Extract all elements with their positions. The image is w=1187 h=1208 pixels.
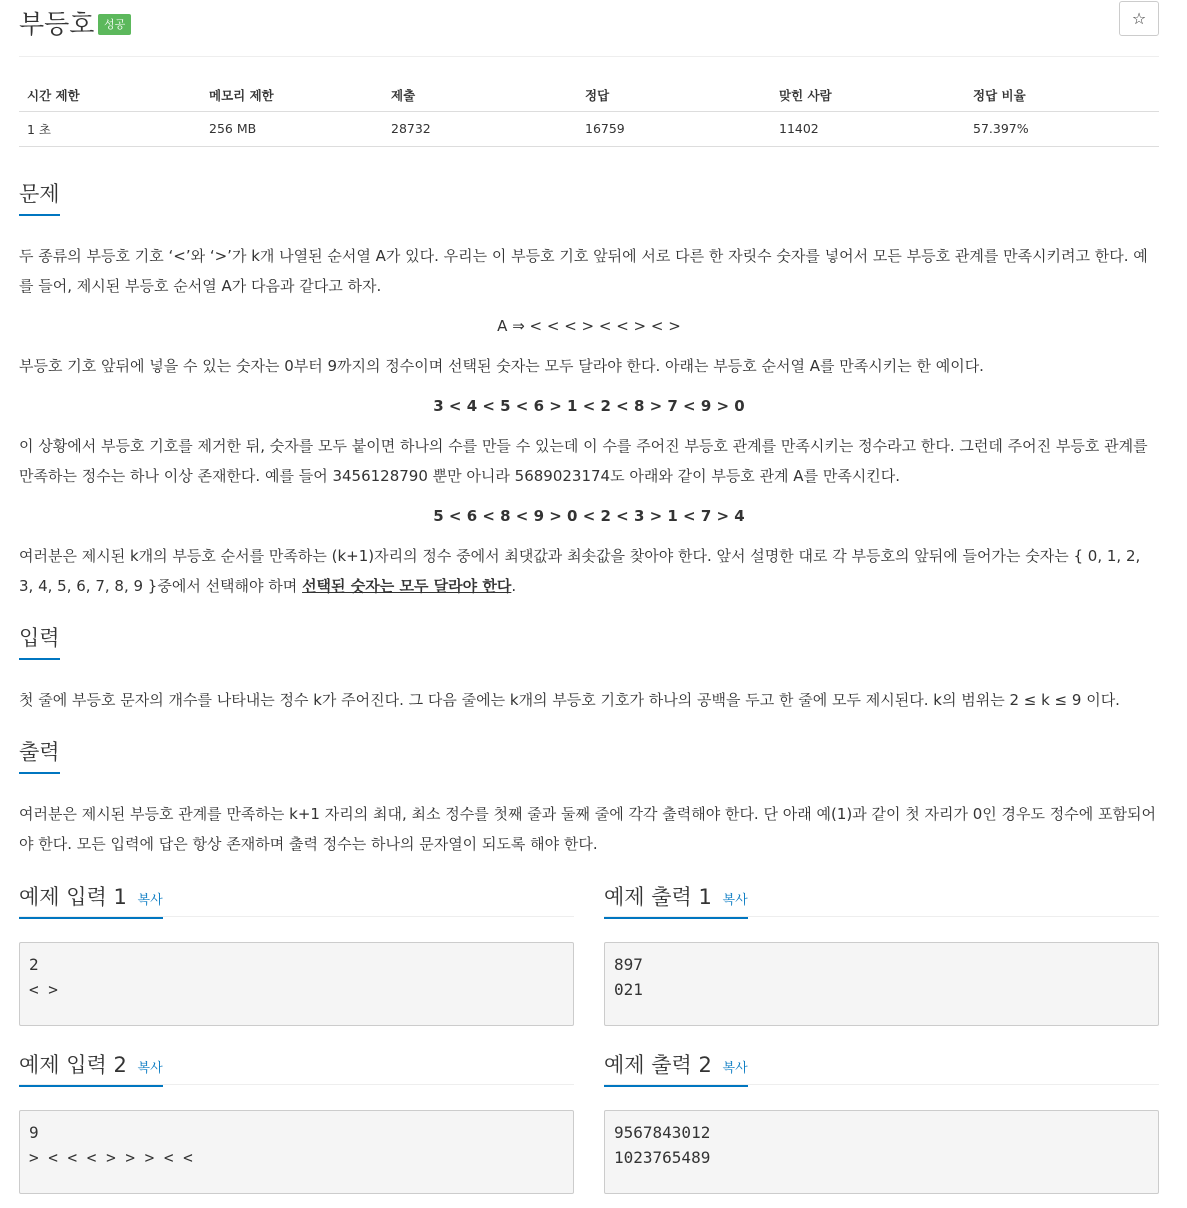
sample-output-2-content[interactable]: 9567843012 1023765489 (604, 1110, 1159, 1194)
description-formula-3: 5 < 6 < 8 < 9 > 0 < 2 < 3 > 1 < 7 > 4 (433, 507, 745, 525)
output-title: 출력 (19, 736, 60, 774)
input-heading (19, 622, 1159, 660)
output-description: 여러분은 제시된 부등호 관계를 만족하는 k+1 자리의 최대, 최소 정수를 첫째 줄과 둘째 줄에 각각 출력해야 한다. 단 아래 예(1)과 같이 첫 자리가 0인 경우도 정수에 포함되어야 한다. 모든 입력에 답은 항상 존재하며 출력 정수는 하나의 문자열이 되도록 해야 한다. (19, 805, 1156, 853)
sample-input-2 (19, 1049, 574, 1194)
copy-button[interactable]: 복사 (722, 893, 748, 908)
header-time-limit: 시간 제한 (19, 80, 201, 111)
output-heading (19, 736, 1159, 774)
value-accepted: 16759 (577, 111, 771, 146)
description-paragraph-3: 이 상황에서 부등호 기호를 제거한 뒤, 숫자를 모두 붙이면 하나의 수를 만들 수 있는데 이 수를 주어진 부등호 관계를 만족시키는 정수라고 한다. 그런데 주어진 부등호 관계를 만족하는 정수는 하나 이상 존재한다. 예를 들어 3456128790 뿐만 아니라 5689023174도 아래와 같이 부등호 관계 A를 만족시킨다. (19, 437, 1148, 485)
problem-info-table (19, 80, 1159, 147)
sample-input-2-content[interactable]: 9 > < < < > > > < < (19, 1110, 574, 1194)
star-icon: ☆ (1131, 9, 1147, 28)
header-submissions: 제출 (383, 80, 577, 111)
description-heading (19, 178, 1159, 216)
input-title: 입력 (19, 622, 60, 660)
description-formula-2: 3 < 4 < 5 < 6 > 1 < 2 < 8 > 7 < 9 > 0 (433, 397, 745, 415)
description-p4-end: . (511, 577, 517, 595)
sample-output-2 (604, 1049, 1159, 1194)
copy-button[interactable]: 복사 (722, 1061, 748, 1076)
description-formula-1: A ⇒ < < < > < < > < > (497, 317, 681, 335)
description-p4-emphasis: 선택된 숫자는 모두 달라야 한다 (302, 577, 512, 595)
sample-output-2-header (604, 1049, 1159, 1085)
info-value-row (19, 111, 1159, 146)
sample-input-2-title: 예제 입력 2 (19, 1053, 127, 1077)
description-paragraph-2: 부등호 기호 앞뒤에 넣을 수 있는 숫자는 0부터 9까지의 정수이며 선택된 숫자는 모두 달라야 한다. 아래는 부등호 순서열 A를 만족시키는 한 예이다. (19, 357, 984, 375)
problem-header (19, 0, 1159, 57)
description-paragraph-1: 두 종류의 부등호 기호 ‘<’와 ‘>’가 k개 나열된 순서열 A가 있다. 우리는 이 부등호 기호 앞뒤에 서로 다른 한 자릿수 숫자를 넣어서 모든 부등호 관계를 만족시키려고 한다. 예를 들어, 제시된 부등호 순서열 A가 다음과 같다고 하자. (19, 247, 1148, 295)
info-header-row (19, 80, 1159, 111)
value-memory-limit: 256 MB (201, 111, 383, 146)
sample-output-1-content[interactable]: 897 021 (604, 942, 1159, 1026)
header-accepted: 정답 (577, 80, 771, 111)
sample-input-1 (19, 881, 574, 1026)
sample-input-1-content[interactable]: 2 < > (19, 942, 574, 1026)
problem-title: 부등호 (19, 10, 95, 40)
value-accept-ratio: 57.397% (965, 111, 1159, 146)
copy-button[interactable]: 복사 (137, 893, 163, 908)
sample-output-1 (604, 881, 1159, 1026)
value-solvers: 11402 (771, 111, 965, 146)
sample-input-1-title: 예제 입력 1 (19, 885, 127, 909)
copy-button[interactable]: 복사 (137, 1061, 163, 1076)
sample-output-1-title: 예제 출력 1 (604, 885, 712, 909)
sample-output-1-header (604, 881, 1159, 917)
description-p4-text: 여러분은 제시된 k개의 부등호 순서를 만족하는 (k+1)자리의 정수 중에서 최댓값과 최솟값을 찾아야 한다. 앞서 설명한 대로 각 부등호의 앞뒤에 들어가는 숫자는 { 0, 1, 2, 3, 4, 5, 6, 7, 8, 9 }중에서 선택해야 하며 (19, 547, 1141, 595)
result-badge: 성공 (98, 14, 131, 35)
star-button[interactable] (1119, 1, 1159, 36)
sample-input-1-header (19, 881, 574, 917)
header-solvers: 맞힌 사람 (771, 80, 965, 111)
value-submissions: 28732 (383, 111, 577, 146)
input-description: 첫 줄에 부등호 문자의 개수를 나타내는 정수 k가 주어진다. 그 다음 줄에는 k개의 부등호 기호가 하나의 공백을 두고 한 줄에 모두 제시된다. k의 범위는 2 ≤ k ≤ 9 이다. (19, 691, 1120, 709)
header-accept-ratio: 정답 비율 (965, 80, 1159, 111)
description-paragraph-4 (19, 541, 1159, 601)
sample-output-2-title: 예제 출력 2 (604, 1053, 712, 1077)
value-time-limit: 1 초 (19, 111, 201, 146)
sample-input-2-header (19, 1049, 574, 1085)
description-title: 문제 (19, 178, 60, 216)
header-memory-limit: 메모리 제한 (201, 80, 383, 111)
